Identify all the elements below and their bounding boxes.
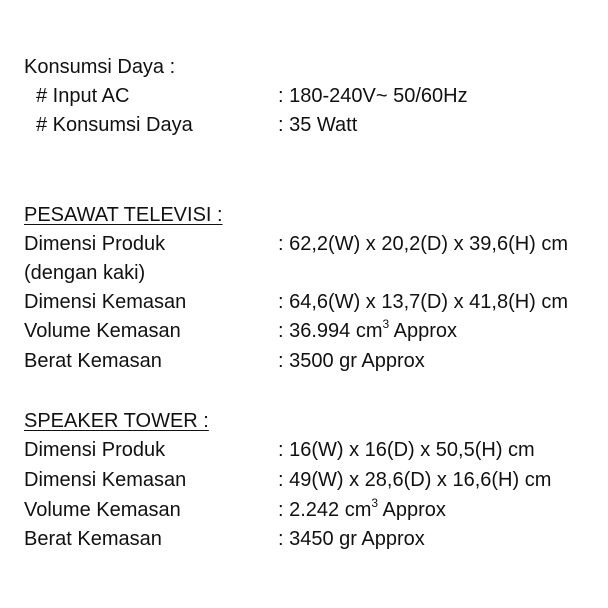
spec-label: Dimensi Produk (24, 233, 166, 255)
superscript-cubed: 3 (371, 496, 379, 511)
spec-value-suffix: Approx (378, 499, 446, 521)
spec-label: Berat Kemasan (24, 350, 162, 372)
spec-value: : 16(W) x 16(D) x 50,5(H) cm (278, 439, 535, 461)
spec-value: : 180-240V~ 50/60Hz (278, 85, 468, 107)
tv-heading-text: PESAWAT TELEVISI : (24, 204, 223, 226)
spec-value-suffix: Approx (389, 320, 458, 342)
spec-value: : 62,2(W) x 20,2(D) x 39,6(H) cm (278, 233, 569, 255)
spec-value (278, 316, 457, 346)
spec-label: Dimensi Kemasan (24, 469, 187, 491)
spec-value (278, 495, 446, 525)
spec-label: # Input AC (36, 85, 130, 107)
spec-value-main: : 36.994 cm (278, 320, 383, 342)
spec-value: : 49(W) x 28,6(D) x 16,6(H) cm (278, 469, 552, 491)
spec-label: Berat Kemasan (24, 528, 162, 550)
spec-value-main: : 2.242 cm (278, 499, 372, 521)
spec-label: Volume Kemasan (24, 499, 181, 521)
spec-label: Volume Kemasan (24, 320, 181, 342)
spec-label: Dimensi Kemasan (24, 291, 187, 313)
spec-value: : 35 Watt (278, 114, 358, 136)
spec-label: (dengan kaki) (24, 262, 146, 284)
spec-value: : 3500 gr Approx (278, 350, 425, 372)
speaker-heading-text: SPEAKER TOWER : (24, 410, 209, 432)
spec-value: : 64,6(W) x 13,7(D) x 41,8(H) cm (278, 291, 569, 313)
superscript-cubed: 3 (382, 317, 390, 332)
power-heading-text: Konsumsi Daya : (24, 56, 176, 78)
spec-value: : 3450 gr Approx (278, 528, 425, 550)
spec-label: # Konsumsi Daya (36, 114, 193, 136)
spec-label: Dimensi Produk (24, 439, 166, 461)
